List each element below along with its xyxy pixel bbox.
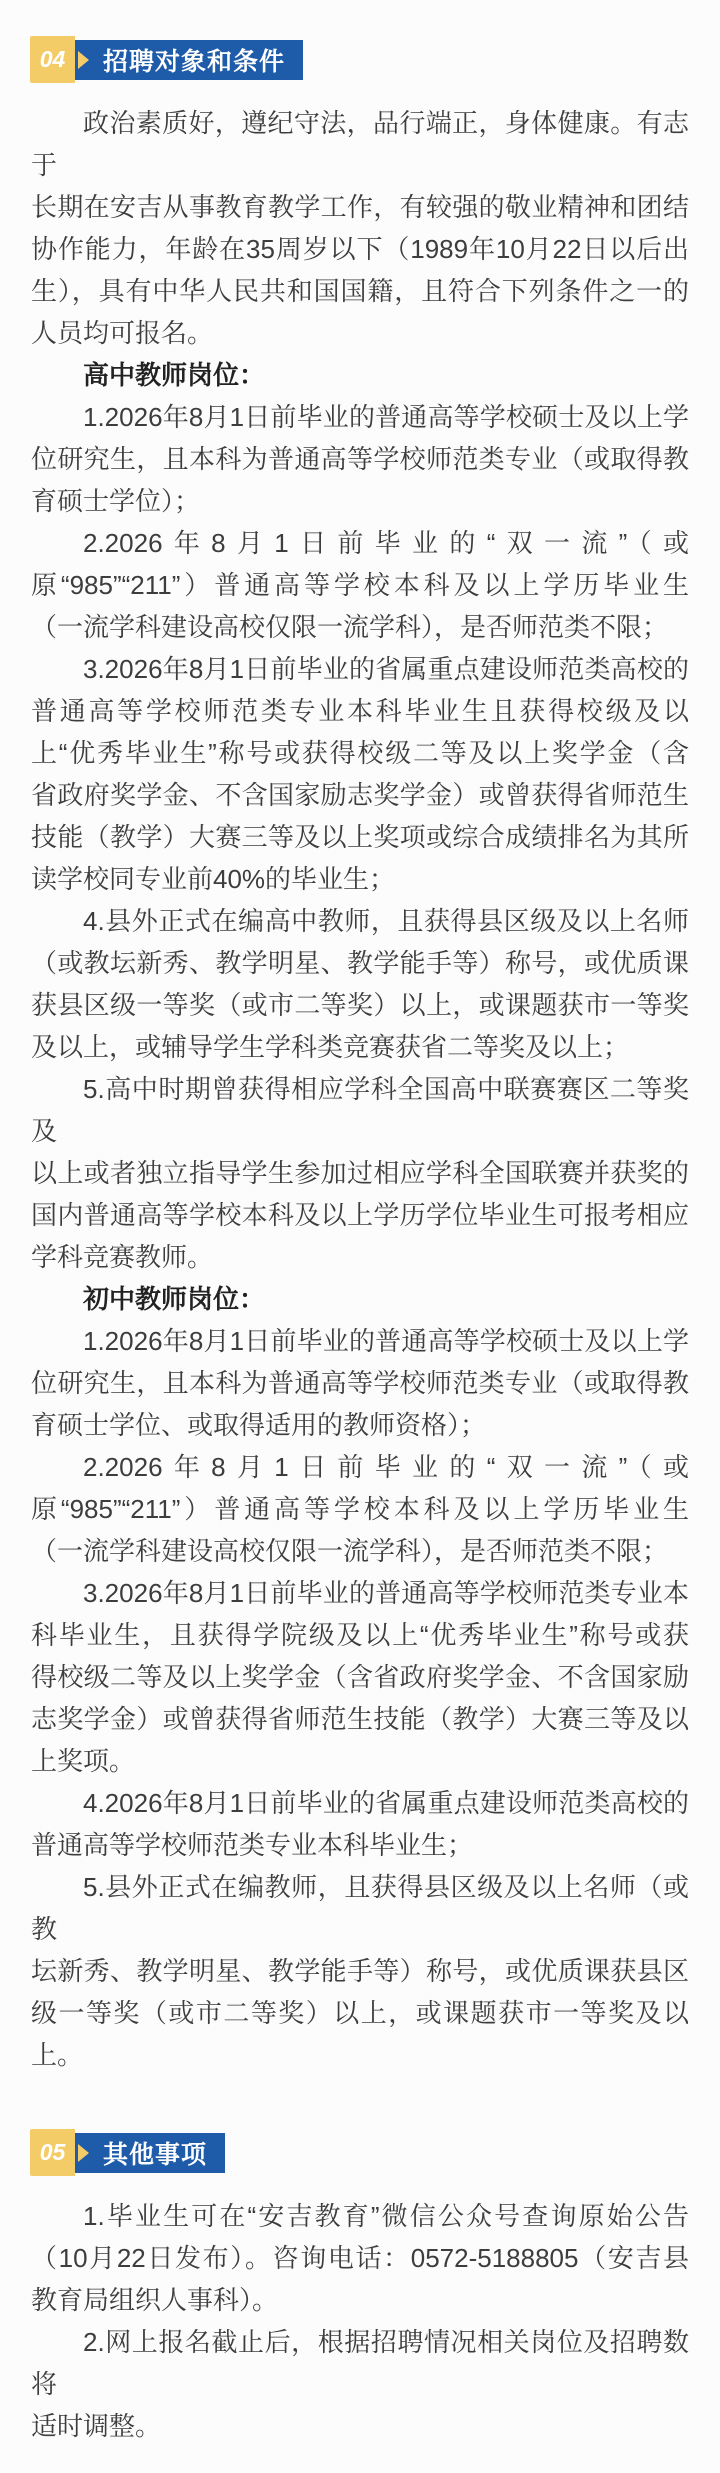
text-line: 及以上，或辅导学生学科类竞赛获省二等奖及以上；	[31, 1032, 630, 1062]
text-line: （或教坛新秀、教学明星、教学能手等）称号，或优质课	[31, 948, 689, 978]
text-line: 协作能力，年龄在35周岁以下（1989年10月22日以后出	[31, 234, 689, 264]
text-line: 以上或者独立指导学生参加过相应学科全国联赛并获奖的	[31, 1158, 689, 1188]
text-line: 5.高中时期曾获得相应学科全国高中联赛赛区二等奖及	[31, 1074, 689, 1146]
paragraph	[31, 648, 689, 900]
text-line: 省政府奖学金、不含国家励志奖学金）或曾获得省师范生	[31, 780, 689, 810]
paragraph	[31, 1782, 689, 1866]
text-line: 5.县外正式在编教师，且获得县区级及以上名师（或教	[31, 1872, 689, 1944]
paragraph	[31, 900, 689, 1068]
section-title-banner	[75, 2133, 225, 2173]
text-line: 科毕业生，且获得学院级及以上“优秀毕业生”称号或获	[31, 1620, 689, 1650]
text-line: 原“985”“211”）普通高等学校本科及以上学历毕业生	[31, 570, 689, 600]
section-05	[0, 2129, 720, 2447]
text-line: （一流学科建设高校仅限一流学科），是否师范类不限；	[31, 1536, 669, 1566]
text-line: 生），具有中华人民共和国国籍，且符合下列条件之一的	[31, 276, 689, 306]
text-line: 位研究生，且本科为普通高等学校师范类专业（或取得教	[31, 1368, 689, 1398]
text-line: 1.2026年8月1日前毕业的普通高等学校硕士及以上学	[83, 402, 689, 432]
paragraph	[31, 1320, 689, 1446]
text-line: 原“985”“211”）普通高等学校本科及以上学历毕业生	[31, 1494, 689, 1524]
section-header-badge	[30, 2129, 720, 2176]
text-line: 获县区级一等奖（或市二等奖）以上，或课题获市一等奖	[31, 990, 689, 1020]
text-line: 国内普通高等学校本科及以上学历学位毕业生可报考相应	[31, 1200, 689, 1230]
text-line: 4.县外正式在编高中教师，且获得县区级及以上名师	[83, 906, 689, 936]
section-body	[0, 102, 720, 2076]
paragraph	[31, 522, 689, 648]
text-line: 上“优秀毕业生”称号或获得校级二等及以上奖学金（含	[31, 738, 689, 768]
text-line: （一流学科建设高校仅限一流学科），是否师范类不限；	[31, 612, 669, 642]
section-number-badge: 05	[30, 2129, 75, 2176]
text-line: 3.2026年8月1日前毕业的省属重点建设师范类高校的	[83, 654, 689, 684]
section-04	[0, 36, 720, 2076]
section-body	[0, 2195, 720, 2447]
section-number-badge: 04	[30, 36, 75, 83]
paragraph	[31, 396, 689, 522]
subheading: 高中教师岗位：	[83, 360, 266, 390]
text-line: 读学校同专业前40%的毕业生；	[31, 864, 396, 894]
text-line: 政治素质好，遵纪守法，品行端正，身体健康。有志于	[31, 108, 689, 180]
paragraph	[31, 2321, 689, 2447]
text-line: 2.2026年8月1日前毕业的“双一流”（或	[83, 1452, 689, 1482]
text-line: 普通高等学校师范类专业本科毕业生；	[31, 1830, 474, 1860]
text-line: （10月22日发布）。咨询电话：0572-5188805（安吉县	[31, 2243, 689, 2273]
section-title-banner	[75, 40, 303, 80]
text-line: 得校级二等及以上奖学金（含省政府奖学金、不含国家励	[31, 1662, 689, 1692]
paragraph	[31, 102, 689, 354]
paragraph	[31, 1572, 689, 1782]
text-line: 人员均可报名。	[31, 318, 214, 348]
text-line: 普通高等学校师范类专业本科毕业生且获得校级及以	[31, 696, 689, 726]
section-title: 招聘对象和条件	[103, 47, 286, 76]
section-header-badge	[30, 36, 720, 83]
text-line: 上。	[31, 2040, 84, 2070]
paragraph	[31, 1068, 689, 1278]
text-line: 级一等奖（或市二等奖）以上，或课题获市一等奖及以	[31, 1998, 689, 2028]
text-line: 志奖学金）或曾获得省师范生技能（教学）大赛三等及以	[31, 1704, 689, 1734]
paragraph	[31, 1866, 689, 2076]
section-title: 其他事项	[103, 2140, 208, 2169]
chevron-right-icon	[78, 51, 89, 69]
text-line: 坛新秀、教学明星、教学能手等）称号，或优质课获县区	[31, 1956, 689, 1986]
text-line: 适时调整。	[31, 2411, 162, 2441]
text-line: 2.网上报名截止后，根据招聘情况相关岗位及招聘数将	[31, 2327, 689, 2399]
text-line: 长期在安吉从事教育教学工作，有较强的敬业精神和团结	[31, 192, 689, 222]
paragraph	[31, 2195, 689, 2321]
text-line: 技能（教学）大赛三等及以上奖项或综合成绩排名为其所	[31, 822, 689, 852]
text-line: 育硕士学位）；	[31, 486, 201, 516]
recruitment-notice-document	[0, 36, 720, 2447]
chevron-right-icon	[78, 2144, 89, 2162]
text-line: 学科竞赛教师。	[31, 1242, 214, 1272]
text-line: 育硕士学位、或取得适用的教师资格）；	[31, 1410, 487, 1440]
text-line: 位研究生，且本科为普通高等学校师范类专业（或取得教	[31, 444, 689, 474]
text-line: 3.2026年8月1日前毕业的普通高等学校师范类专业本	[83, 1578, 689, 1608]
text-line: 1.毕业生可在“安吉教育”微信公众号查询原始公告	[83, 2201, 689, 2231]
text-line: 2.2026年8月1日前毕业的“双一流”（或	[83, 528, 689, 558]
text-line: 上奖项。	[31, 1746, 136, 1776]
paragraph	[31, 1446, 689, 1572]
text-line: 教育局组织人事科）。	[31, 2285, 279, 2315]
text-line: 1.2026年8月1日前毕业的普通高等学校硕士及以上学	[83, 1326, 689, 1356]
subheading: 初中教师岗位：	[83, 1284, 266, 1314]
text-line: 4.2026年8月1日前毕业的省属重点建设师范类高校的	[83, 1788, 689, 1818]
